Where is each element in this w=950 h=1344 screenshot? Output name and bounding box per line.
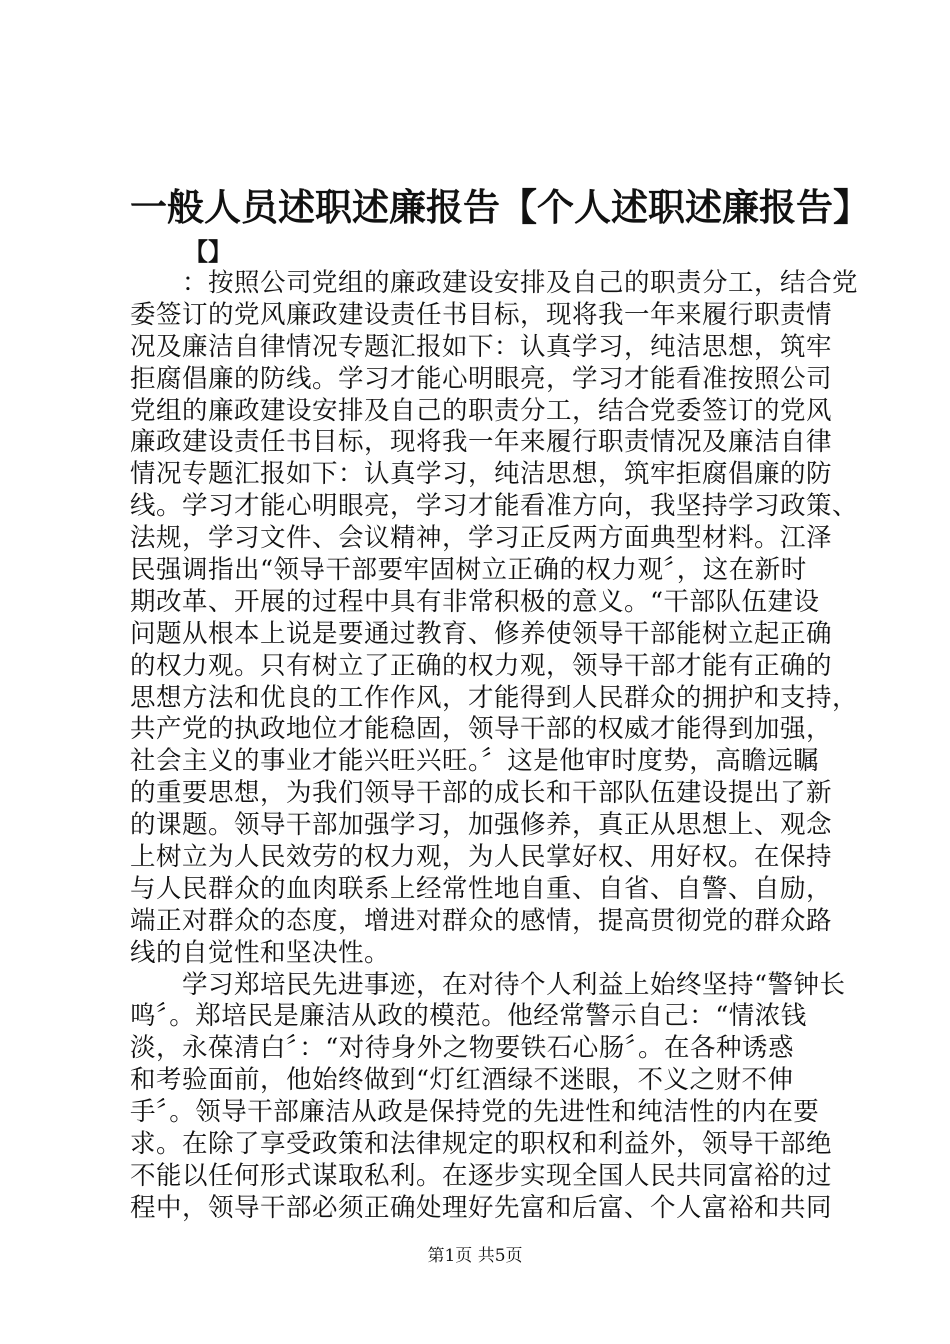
- text-line: 的重要思想，为我们领导干部的成长和干部队伍建设提出了新: [130, 778, 833, 809]
- text-line: 程中，领导干部必须正确处理好先富和后富、个人富裕和共同: [130, 1192, 833, 1223]
- text-line: 拒腐倡廉的防线。学习才能心明眼亮，学习才能看准按照公司: [130, 363, 833, 394]
- document-title: 一般人员述职述廉报告【个人述职述廉报告】: [130, 185, 870, 229]
- text-line: 委签订的党风廉政建设责任书目标，现将我一年来履行职责情: [130, 299, 833, 330]
- text-line: 学习郑培民先进事迹，在对待个人利益上始终坚持“警钟长: [130, 969, 846, 1000]
- text-line: 党组的廉政建设安排及自己的职责分工，结合党委签订的党风: [130, 395, 833, 426]
- text-line: 求。在除了享受政策和法律规定的职权和利益外，领导干部绝: [130, 1129, 833, 1160]
- text-line: 的权力观。只有树立了正确的权力观，领导干部才能有正确的: [130, 650, 833, 681]
- text-line: 况及廉洁自律情况专题汇报如下：认真学习，纯洁思想，筑牢: [130, 331, 833, 362]
- paragraph: [130, 969, 846, 1225]
- text-line: 和考验面前，他始终做到“灯红酒绿不迷眼，不义之财不伸: [130, 1065, 794, 1096]
- text-line: 淡，永葆清白〞：“对待身外之物要铁石心肠〞。在各种诱惑: [130, 1033, 795, 1064]
- text-line: ：按照公司党组的廉政建设安排及自己的职责分工，结合党: [130, 268, 859, 298]
- text-line: 廉政建设责任书目标，现将我一年来履行职责情况及廉洁自律: [130, 427, 833, 458]
- page-footer: 第1页 共5页: [427, 1246, 523, 1266]
- text-line: 期改革、开展的过程中具有非常积极的意义。“干部队伍建设: [130, 586, 820, 617]
- document-subtitle: 【】: [184, 237, 232, 266]
- text-line: 思想方法和优良的工作作风，才能得到人民群众的拥护和支持，: [130, 682, 859, 713]
- text-line: 鸣〞。郑培民是廉洁从政的模范。他经常警示自己：“情浓钱: [130, 1001, 807, 1032]
- text-line: 线。学习才能心明眼亮，学习才能看准方向，我坚持学习政策、: [130, 491, 859, 522]
- text-line: 社会主义的事业才能兴旺兴旺。〞这是他审时度势，高瞻远瞩: [130, 746, 820, 777]
- text-line: 问题从根本上说是要通过教育、修养使领导干部能树立起正确: [130, 618, 833, 649]
- text-line: 情况专题汇报如下：认真学习，纯洁思想，筑牢拒腐倡廉的防: [130, 459, 833, 490]
- text-line: 线的自觉性和坚决性。: [130, 937, 391, 968]
- document-body: [130, 268, 859, 1225]
- paragraph: [130, 268, 859, 970]
- text-line: 共产党的执政地位才能稳固，领导干部的权威才能得到加强，: [130, 714, 833, 745]
- text-line: 民强调指出“领导干部要牢固树立正确的权力观〞，这在新时: [130, 555, 807, 586]
- text-line: 上树立为人民效劳的权力观，为人民掌好权、用好权。在保持: [130, 842, 833, 873]
- text-line: 手〞。领导干部廉洁从政是保持党的先进性和纯洁性的内在要: [130, 1097, 820, 1128]
- text-line: 的课题。领导干部加强学习，加强修养，真正从思想上、观念: [130, 810, 833, 841]
- text-line: 不能以任何形式谋取私利。在逐步实现全国人民共同富裕的过: [130, 1160, 833, 1191]
- text-line: 端正对群众的态度，增进对群众的感情，提高贯彻党的群众路: [130, 905, 833, 936]
- text-line: 法规，学习文件、会议精神，学习正反两方面典型材料。江泽: [130, 523, 833, 554]
- text-line: 与人民群众的血肉联系上经常性地自重、自省、自警、自励，: [130, 873, 833, 904]
